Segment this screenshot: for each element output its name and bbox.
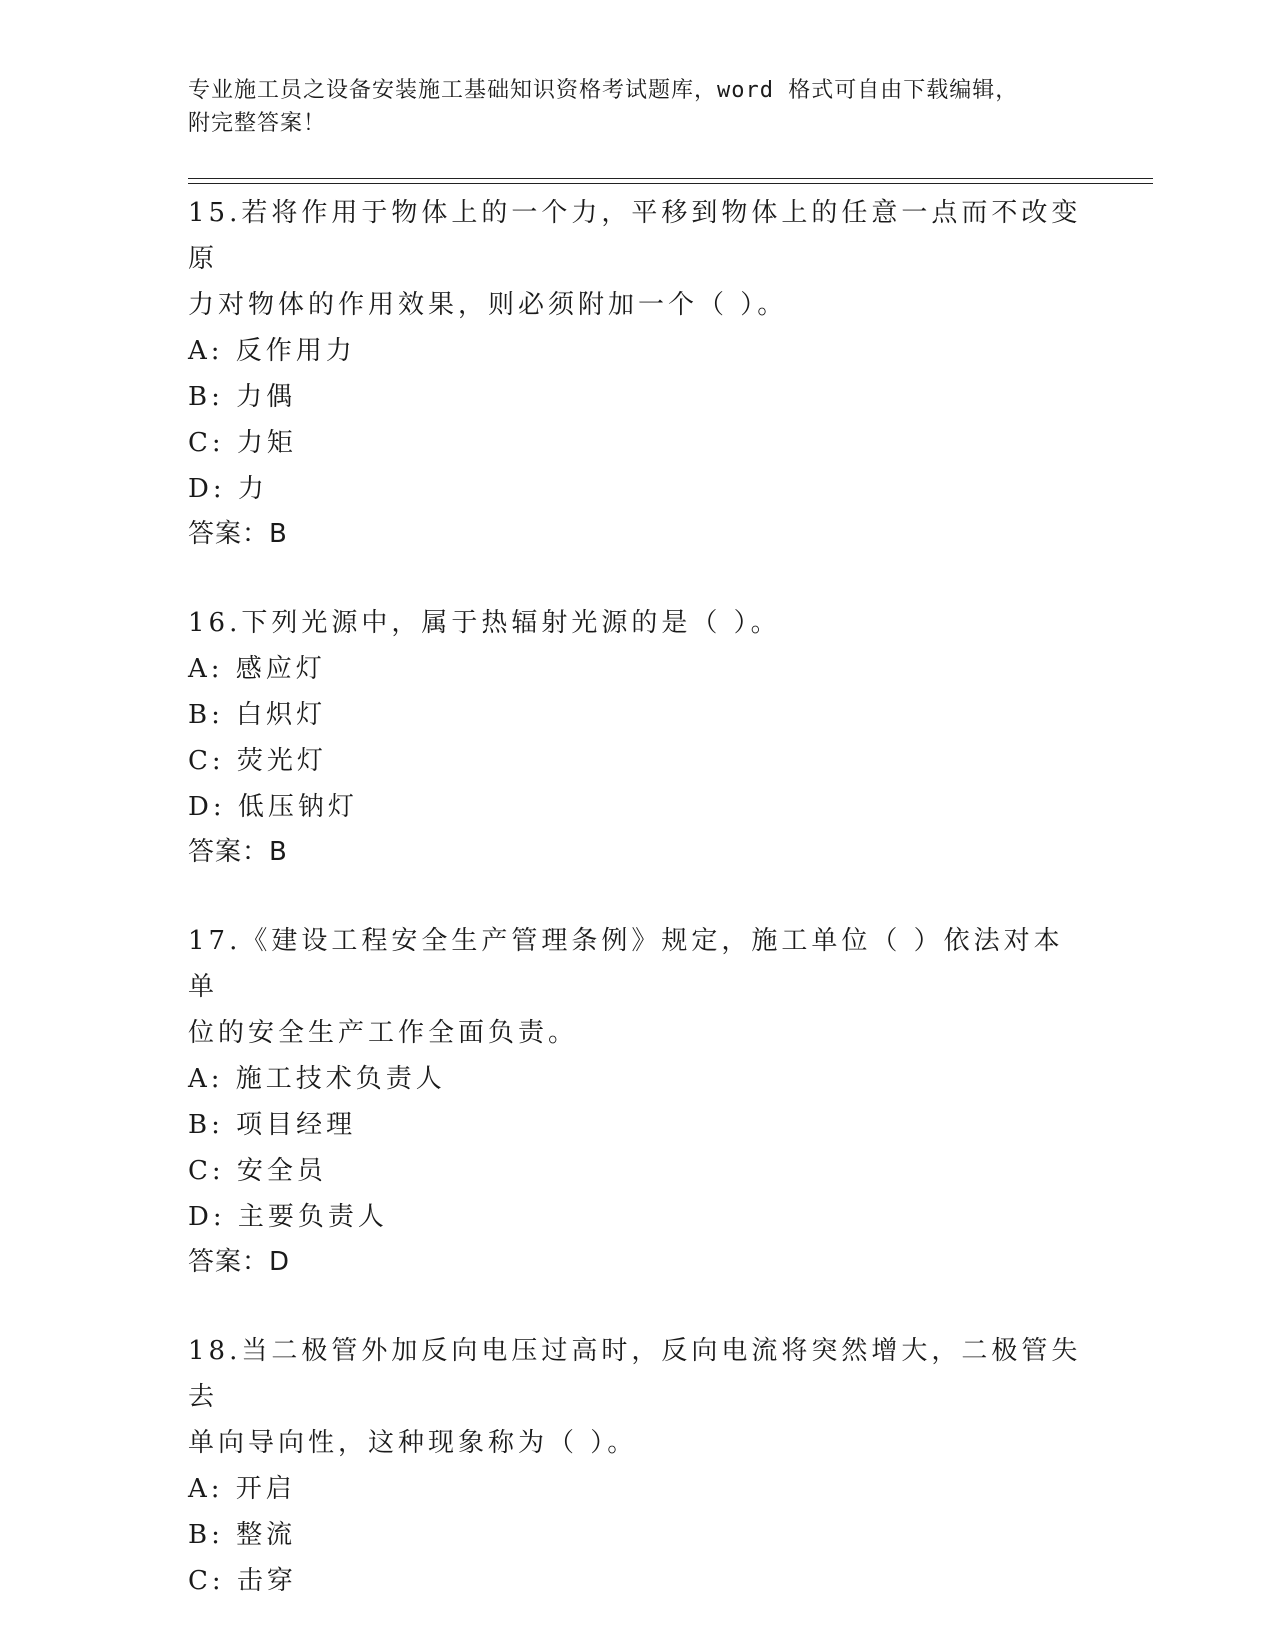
option-b: B: 力偶: [188, 382, 297, 412]
question-stem-line: 18.当二极管外加反向电压过高时，反向电流将突然增大，二极管失去: [188, 1336, 1082, 1412]
question-stem-line: 单向导向性，这种现象称为（ ）。: [188, 1428, 638, 1458]
option-a: A: 开启: [188, 1474, 296, 1504]
question-list: [188, 190, 1088, 1648]
option-c: C: 力矩: [188, 428, 297, 458]
option-c: C: 击穿: [188, 1566, 297, 1596]
option-b: B: 整流: [188, 1520, 297, 1550]
option-a: A: 施工技术负责人: [188, 1064, 446, 1094]
option-d: D: 力: [188, 474, 268, 504]
option-b: B: 项目经理: [188, 1110, 357, 1140]
question-stem-line: 力对物体的作用效果，则必须附加一个（ ）。: [188, 290, 788, 320]
option-a: A: 感应灯: [188, 654, 326, 684]
answer-line: 答案：D: [188, 1247, 291, 1277]
question-stem-line: 16.下列光源中，属于热辐射光源的是（ ）。: [188, 608, 781, 638]
header-divider-top: [188, 178, 1153, 179]
question-16: [188, 600, 1088, 874]
option-d: D: 低压钠灯: [188, 792, 358, 822]
option-a: A: 反作用力: [188, 336, 356, 366]
header-line-2: 附完整答案！: [188, 111, 327, 136]
question-18: [188, 1328, 1088, 1604]
header-line-1: 专业施工员之设备安装施工基础知识资格考试题库，word 格式可自由下载编辑，: [188, 78, 1019, 103]
option-c: C: 安全员: [188, 1156, 327, 1186]
question-17: [188, 918, 1088, 1284]
header-divider-bottom: [188, 183, 1153, 184]
question-stem-line: 15.若将作用于物体上的一个力，平移到物体上的任意一点而不改变原: [188, 198, 1082, 274]
question-15: [188, 190, 1088, 556]
answer-line: 答案：B: [188, 837, 288, 867]
option-b: B: 白炽灯: [188, 700, 327, 730]
question-stem-line: 17.《建设工程安全生产管理条例》规定，施工单位（ ）依法对本单: [188, 926, 1064, 1002]
document-header: [188, 74, 1088, 140]
option-c: C: 荧光灯: [188, 746, 327, 776]
question-stem-line: 位的安全生产工作全面负责。: [188, 1018, 579, 1048]
answer-line: 答案：B: [188, 519, 288, 549]
option-d: D: 主要负责人: [188, 1202, 388, 1232]
